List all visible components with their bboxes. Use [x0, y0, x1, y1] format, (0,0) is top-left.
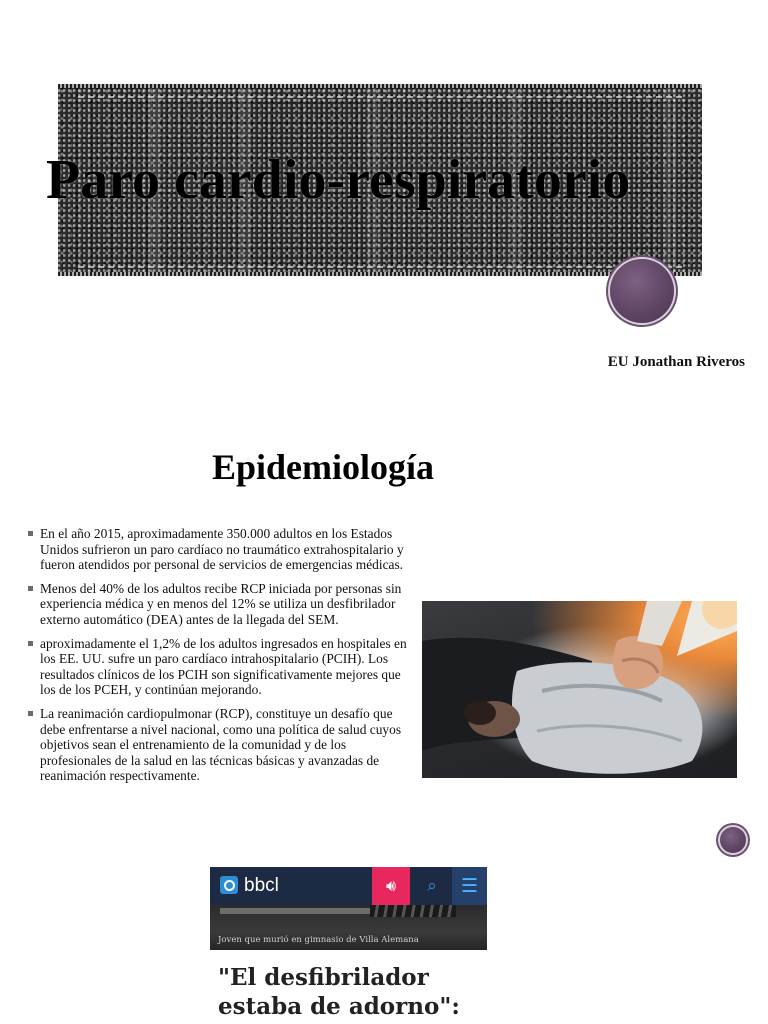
news-header-bar [210, 867, 487, 905]
bullet-text: Menos del 40% de los adultos recibe RCP iniciada por personas sin experiencia médica y en menos del 12% se utiliza un desfibrilador externo automático (DEA) antes de la llegada del SEM. [40, 580, 402, 627]
bullet-marker [28, 711, 33, 716]
bullet-marker [28, 641, 33, 646]
news-headline[interactable]: "El desfibrilador estaba de adorno": [218, 964, 460, 1020]
section-title: Epidemiología [212, 447, 435, 487]
cpr-illustration [422, 601, 737, 778]
bullet-text: aproximadamente el 1,2% de los adultos ingresados en hospitales en los EE. UU. sufre un paro cardíaco intrahospitalario (PCIH). Los resultados clínicos de los PCIH son significativamente mejores que los de los PCEH, y continúan mejorando. [40, 635, 407, 698]
hamburger-menu-icon[interactable]: ☰ [452, 867, 487, 905]
bbcl-logo-icon [220, 876, 238, 894]
bullet-marker [28, 531, 33, 536]
bullet-marker [28, 586, 33, 591]
cpr-photo [422, 601, 737, 778]
slide-title: Paro cardio-respiratorio [46, 149, 631, 211]
bullet-item [28, 706, 408, 784]
bullet-list [28, 526, 408, 792]
news-snippet [210, 867, 487, 1024]
banner-top-line [58, 84, 702, 88]
banner-bottom-line [58, 272, 702, 276]
news-caption: Joven que murió en gimnasio de Villa Alemana [218, 935, 419, 945]
bullet-text: En el año 2015, aproximadamente 350.000 adultos en los Estados Unidos sufrieron un paro cardíaco no traumático extrahospitalario y fueron atendidos por personal de servicios de emergencias médicas. [40, 526, 404, 573]
bullet-item [28, 526, 408, 573]
bullet-text: La reanimación cardiopulmonar (RCP), constituye un desafío que debe enfrentarse a nivel nacional, como una política de salud cuyos objetivos sean el entrenamiento de la comunidad y de los profesionales de la salud en las técnicas básicas y avanzadas de reanimación respectivamente. [40, 705, 402, 784]
bullet-item [28, 636, 408, 698]
speaker-icon[interactable]: 🔊︎ [372, 867, 410, 905]
author-name: EU Jonathan Riveros [607, 354, 745, 370]
news-brand[interactable]: bbcl [244, 875, 279, 896]
decorative-circle-small [720, 827, 746, 853]
decorative-circle [610, 259, 674, 323]
search-icon[interactable]: ⌕ [427, 876, 437, 896]
bullet-item [28, 581, 408, 628]
